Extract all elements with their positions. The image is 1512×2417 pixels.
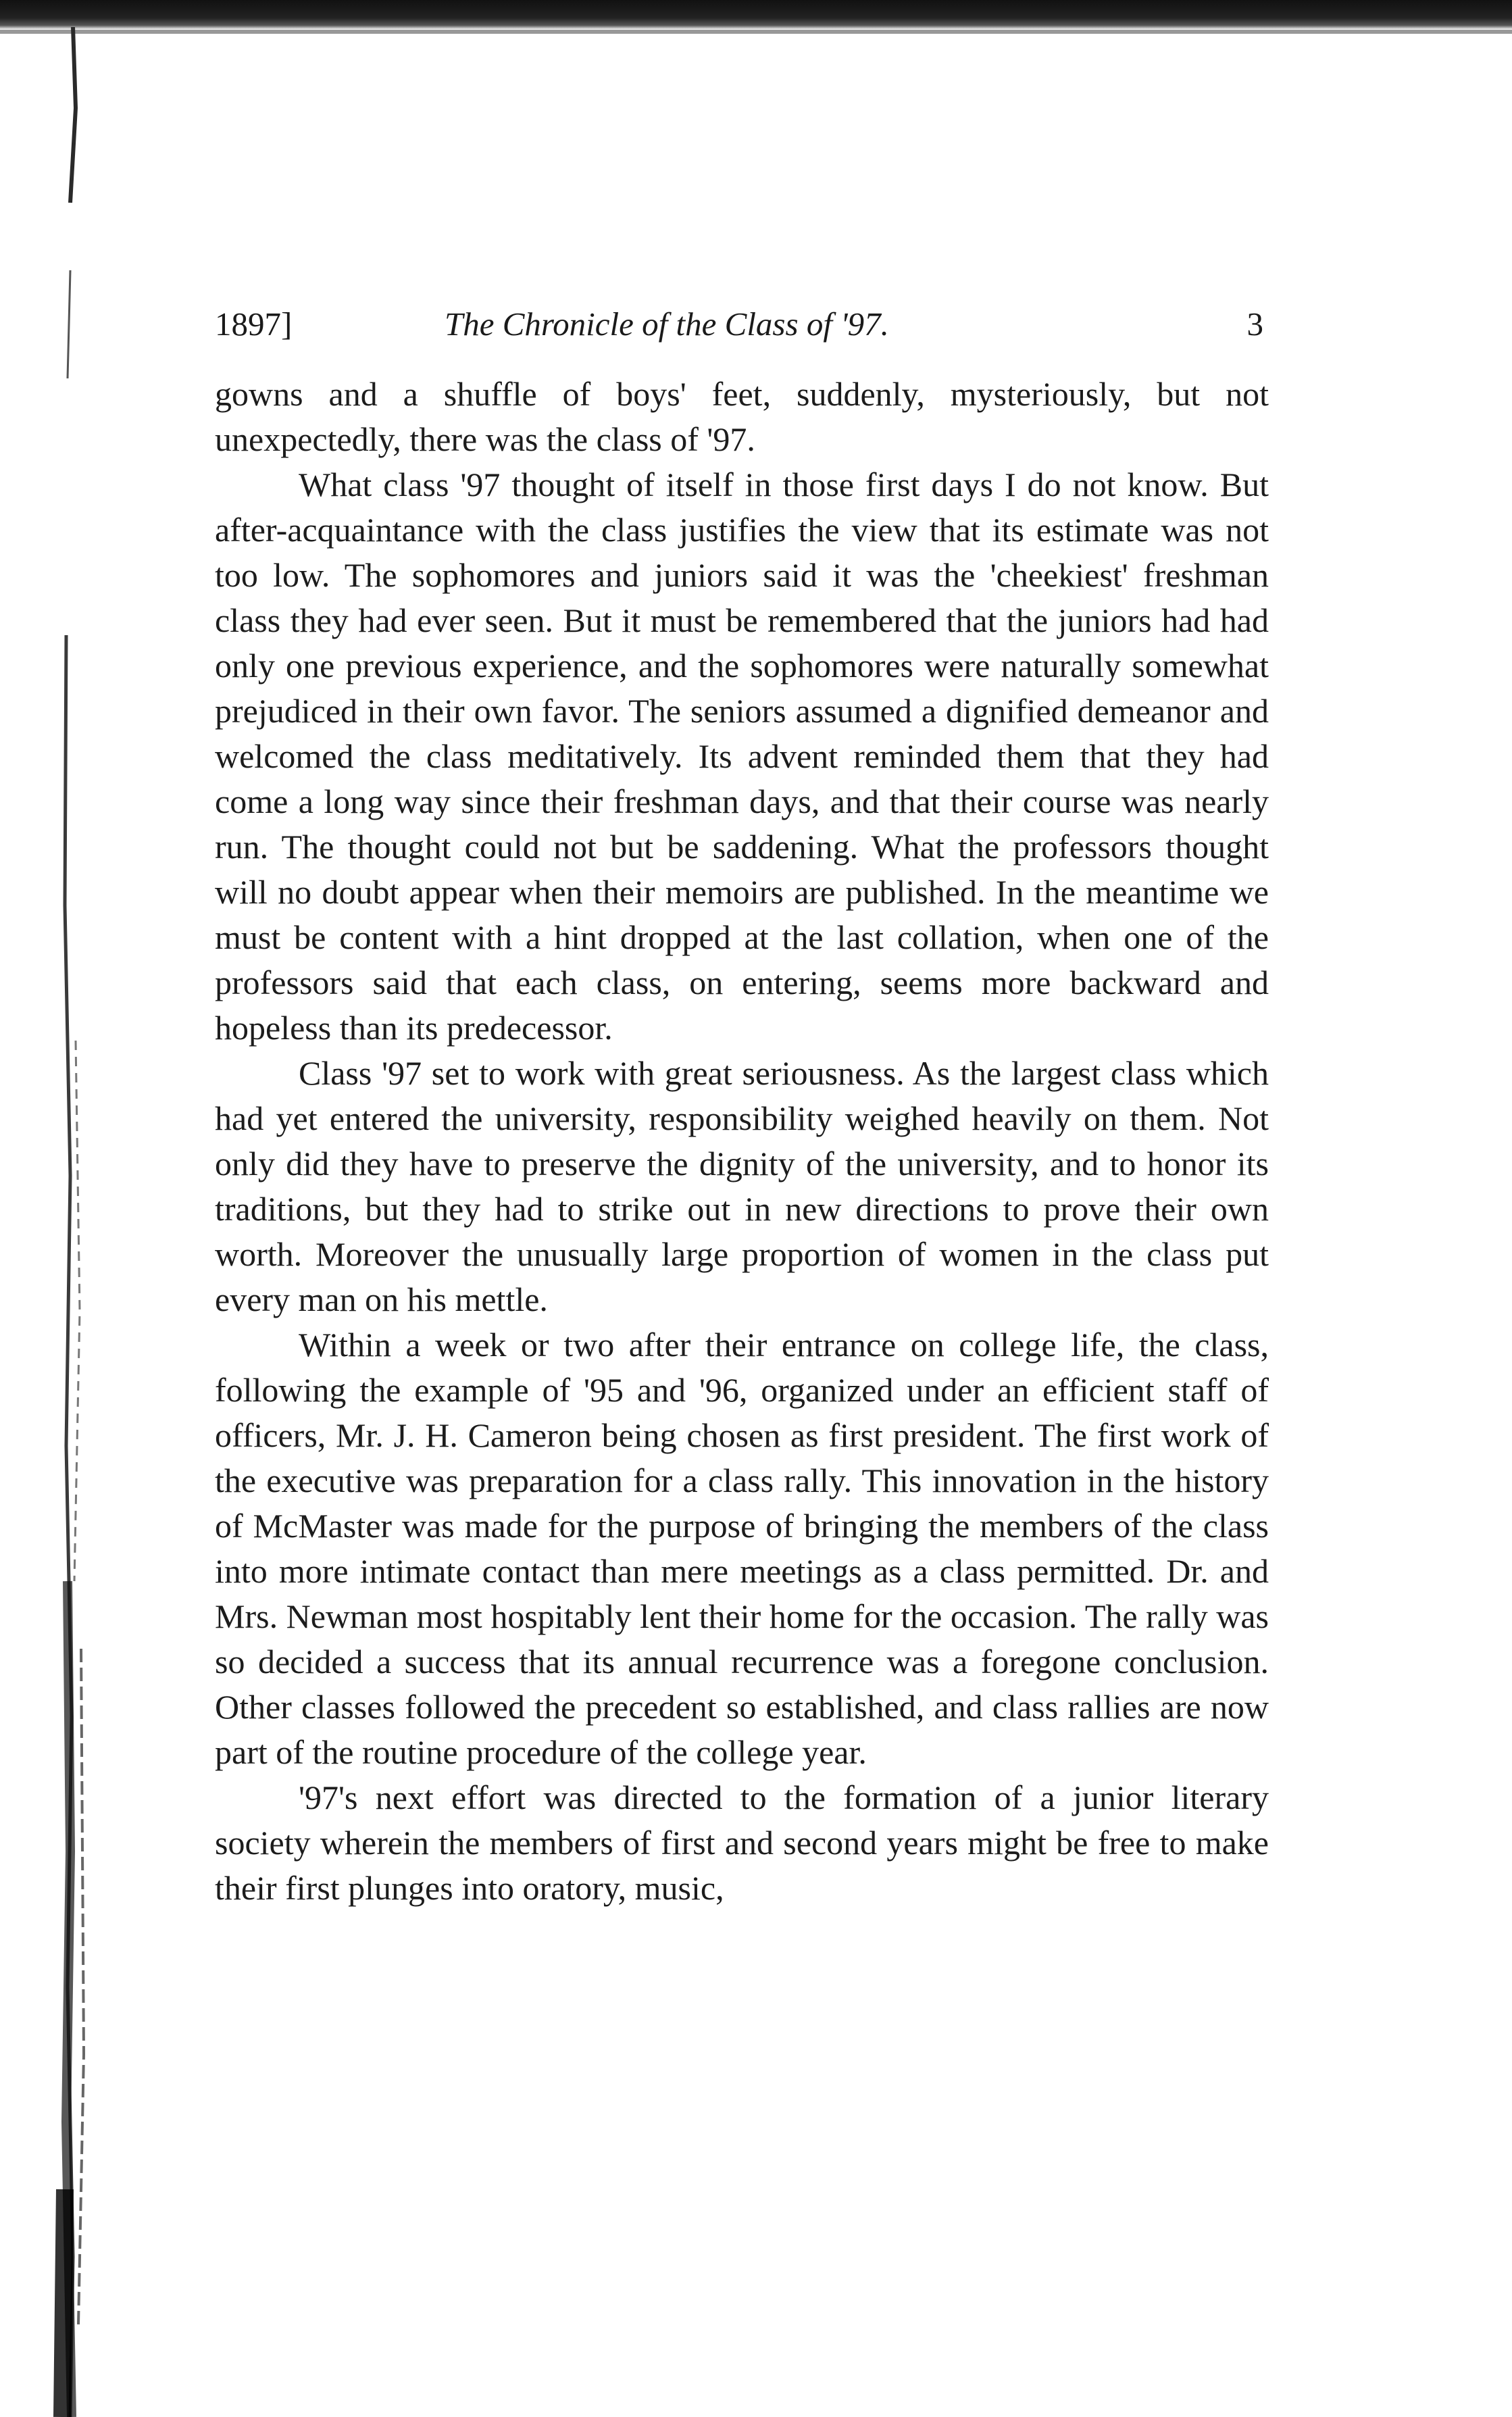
scan-binding-edge — [0, 27, 115, 2417]
book-page — [215, 297, 1269, 1911]
running-head-title: The Chronicle of the Class of '97. — [445, 305, 889, 343]
paragraph-continued: gowns and a shuffle of boys' feet, suddenly, mysteriously, but not unexpectedly, there was the class of '97. — [215, 375, 1269, 458]
page-number: 3 — [1246, 305, 1263, 343]
body-text — [215, 372, 1269, 1911]
paragraph: Class '97 set to work with great seriousness. As the largest class which had yet entered the university, responsibility weighed heavily on them. Not only did they have to preserve the dignity of the university, and to honor its traditions, but they had to strike out in new directions to prove their own worth. Moreover the unusually large proportion of women in the class put every man on his mettle. — [215, 1054, 1269, 1318]
scan-top-edge — [0, 0, 1512, 30]
paragraph: '97's next effort was directed to the formation of a junior literary society wherein the members of first and second years might be free to make their first plunges into oratory, music, — [215, 1778, 1269, 1907]
running-head-year: 1897] — [215, 305, 293, 343]
scan-top-edge-shadow — [0, 30, 1512, 34]
running-head — [215, 297, 1269, 351]
paragraph: What class '97 thought of itself in those first days I do not know. But after-acquaintance with the class justifies the view that its estimate was not too low. The sophomores and juniors said it was the 'cheekiest' freshman class they had ever seen. But it must be remembered that the juniors had had only one previous experience, and the sophomores were naturally somewhat prejudiced in their own favor. The seniors assumed a dignified demeanor and welcomed the class meditatively. Its advent reminded them that they had come a long way since their freshman days, and that their course was nearly run. The thought could not but be saddening. What the professors thought will no doubt appear when their memoirs are published. In the meantime we must be content with a hint dropped at the last collation, when one of the professors said that each class, on entering, seems more backward and hopeless than its predecessor. — [215, 466, 1269, 1047]
paragraph: Within a week or two after their entrance on college life, the class, following the example of '95 and '96, organized under an efficient staff of officers, Mr. J. H. Cameron being chosen as first president. The first work of the executive was preparation for a class rally. This innovation in the history of McMaster was made for the purpose of bringing the members of the class into more intimate contact than mere meetings as a class permitted. Dr. and Mrs. Newman most hospitably lent their home for the occasion. The rally was so decided a success that its annual recurrence was a foregone conclusion. Other classes followed the precedent so established, and class rallies are now part of the routine procedure of the college year. — [215, 1326, 1269, 1771]
